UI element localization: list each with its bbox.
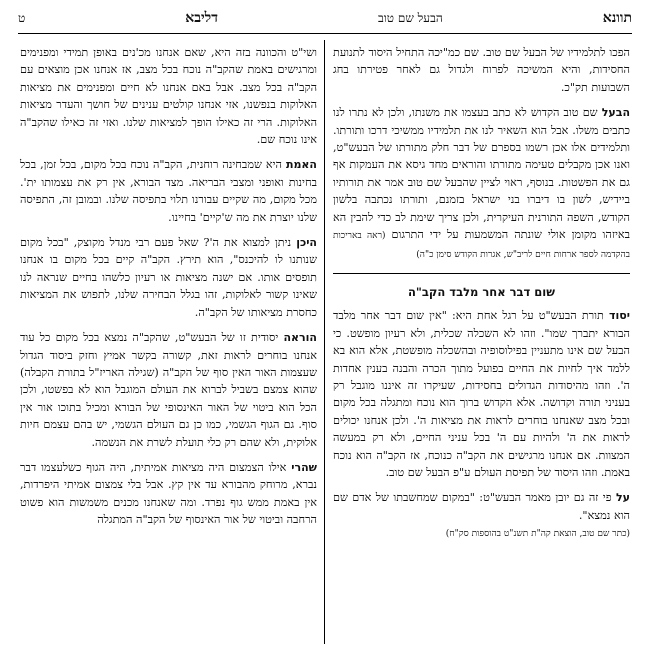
source-citation: (כתר שם טוב, הוצאת קה"ת תשנ"ט בהוספות סק"ח) [445,529,630,540]
section-heading: שום דבר אחר מלבד הקב"ה [408,284,555,299]
section-title: הבעל שם טוב [377,10,443,25]
chapter-title: דליבא [185,9,218,26]
lead-word: הוראה [283,331,317,345]
paragraph: יסוד תורת הבעש"ט על רגל אחת היא: "אין שום דבר אחר מלבד הבורא יתברך שמו". וזהו לא השכלה שכלית, ולא רעיון מופשט. כי הבעל שם אינו מתעניין בפילוסופיה ובהשכלה מופשטת, אלא הוא בא ללמד איך לחיות את החיים בפועל מתוך הכרה והבנה בענין אחדות ה'. וזהו מהיסודות הגדולים בחסידות, שעיקרו זה איננו מוגבל רק בעניני תורה וקדושה. אלא הקדוש ברוך הוא נוכח ומתגלה בכל מקום ובכל מצב שאנחנו בוחרים לראות את מציאות ה'. ולכן אנחנו יכולים לראות את ה' ולהיות עם ה' בכל עניני החיים, ולא רק במעשה המצוות. אם אנחנו מרגישים את הקב"ה כנוכח, אז הקב"ה הוא נוכח באמת. וזהו היסוד של תפיסת העולם ע"פ הבעל שם טוב. [333,309,631,479]
paragraph: על פי זה גם יובן מאמר הבעש"ט: "במקום שמחשבתו של אדם שם הוא נמצא". (כתר שם טוב, הוצאת קה"ת תשנ"ט בהוספות סק"ח) [333,491,630,540]
lead-word: הבעל [601,106,630,120]
column-divider [324,40,325,644]
header-rule [18,33,632,34]
lead-word: על [616,491,630,505]
lead-word: היכן [296,236,317,250]
paragraph: האמת היא שמבחינה רוחנית, הקב"ה נוכח בכל מקום, בכל זמן, בכל בחינות ואופני ומצבי הבריאה. מצד הבורא, אין רק את עצמותו ית'. מכל מקום, מה שקיים עבורנו תלוי בתפיסה שלנו. ובמובן זה, התפיסה שלנו יוצרת את מה ש'קיים' בחיינו. [20,158,317,224]
paragraph: הבעל שם טוב הקדוש לא כתב בעצמו את משנתו, ולכן לא נתרו לנו כתבים משלו. אבל הוא השאיר לנו את תלמידיו ממשיכי דרכו ותורתו. ותלמידים אלו אכן רשמו בספרם של דבר חלק מתורתו של הבעש"ט, ואנו אכן מקבלים טעימה מתורתו והוראים מחד גיסא את העמקות אף גם את הפשטות. בנוסף, ראוי לציין שהבעל שם טוב אמר את תורותיו ביידיש, לשון בו דיברו בני ישראל בזמנם, ותורתו נכתבה בלשון הקודש, השפה התורנית העיקרית, ולכן צריך שימת לב כדי להבין הא באיזהו מקומן אולי שונתה המשמעות על ידי התרגום (ראה באריכות בהקדמה לספר ארחות חיים לריב"ש, אגרות הקודש סימן כ"ה) [333,106,630,261]
lead-word: האמת [285,158,317,172]
paragraph: הפכו לתלמידיו של הבעל שם טוב. שם כמ"יכה התחיל היסוד לתנועת החסידות, והיא המשיכה לפרוח ולגדול גם לאחר פטירתו בחג השבועות תק"כ. [333,46,630,94]
paragraph: הוראה יסודית זו של הבעש"ט, שהקב"ה נמצא בכל מקום כל עוד אנחנו בוחרים לראות זאת, קשורה בקשר אמיץ וחזק ביסוד הגדול שעצמות האור האין סוף של הקב"ה (שגילה האריז"ל בתורת הקבלה) שהוא צמצם בשביל לברוא את העולם המוגבל הוא לא בפשטו, ולכן הכל הוא ביטוי של האור האינסופי של הבורא ומכיל בתוכו אור אין סוף. גם הגוף הגשמי, כמו כן גם העולם הגשמי, יש בהם עצמם חיות אלוקית, ולא שהם רק כלי תועלת לשרת את הנשמה. [20,331,317,449]
running-header [18,4,632,32]
book-title: תוונא [602,9,632,26]
right-column [333,44,630,644]
lead-word: יסוד [609,309,631,323]
paragraph: שהרי אילו הצמצום היה מציאות אמיתית, היה הגוף כשלעצמו דבר נברא, מרוחק מהבורא עד אין קץ. אבל בלי צמצום אמיתי היפרדות, אין באמת ממש גוף נפרד. ומה שאנחנו מכנים משמשות הוא פשוט הרחבה וביטוי של אור האינסוף של הקב"ה המתגלה [20,460,317,527]
paragraph: היכן ניתן למצוא את ה'? שאל פעם רבי מנדל מקוצק, "בכל מקום שנותנו לו להיכנס", הוא תירץ. הקב"ה קיים בכל מקום בו אנחנו תופסים אותו. אם ישנה מציאות או רעיון כלשהו בחיים שנראה לנו שאינו קשור לאלוקות, זהו בגלל הבחירה שלנו, לתפוש את המציאות כחסרת מציאותו של הקב"ה. [20,236,317,319]
source-citation: (ראה באריכות בהקדמה לספר ארחות חיים לריב"ש, אגרות הקודש סימן כ"ה) [333,231,630,261]
page-number: ט [18,10,26,25]
left-column [20,44,317,644]
lead-word: שהרי [291,460,317,474]
paragraph: ושי"ט והכוונה בזה היא, שאם אנחנו מכ'נים באופן תמידי ומפנימים ומרגישים באמת שהקב"ה נוכח בכל מצב, אז אנחנו אכן מוצאים עם הקב"ה בכל מצב. אבל באם אנחנו לא חיים ומפנימים את מציאות האלוקות בנפשנו, אזי אנחנו קולטים ענינים של חושך והעדר מציאות האלוקות. הרי זה כאילו הופך למציאות שלנו. ואזי זה כאילו שהקב"ה אינו נוכח שם. [20,46,317,147]
section-divider [333,273,630,274]
